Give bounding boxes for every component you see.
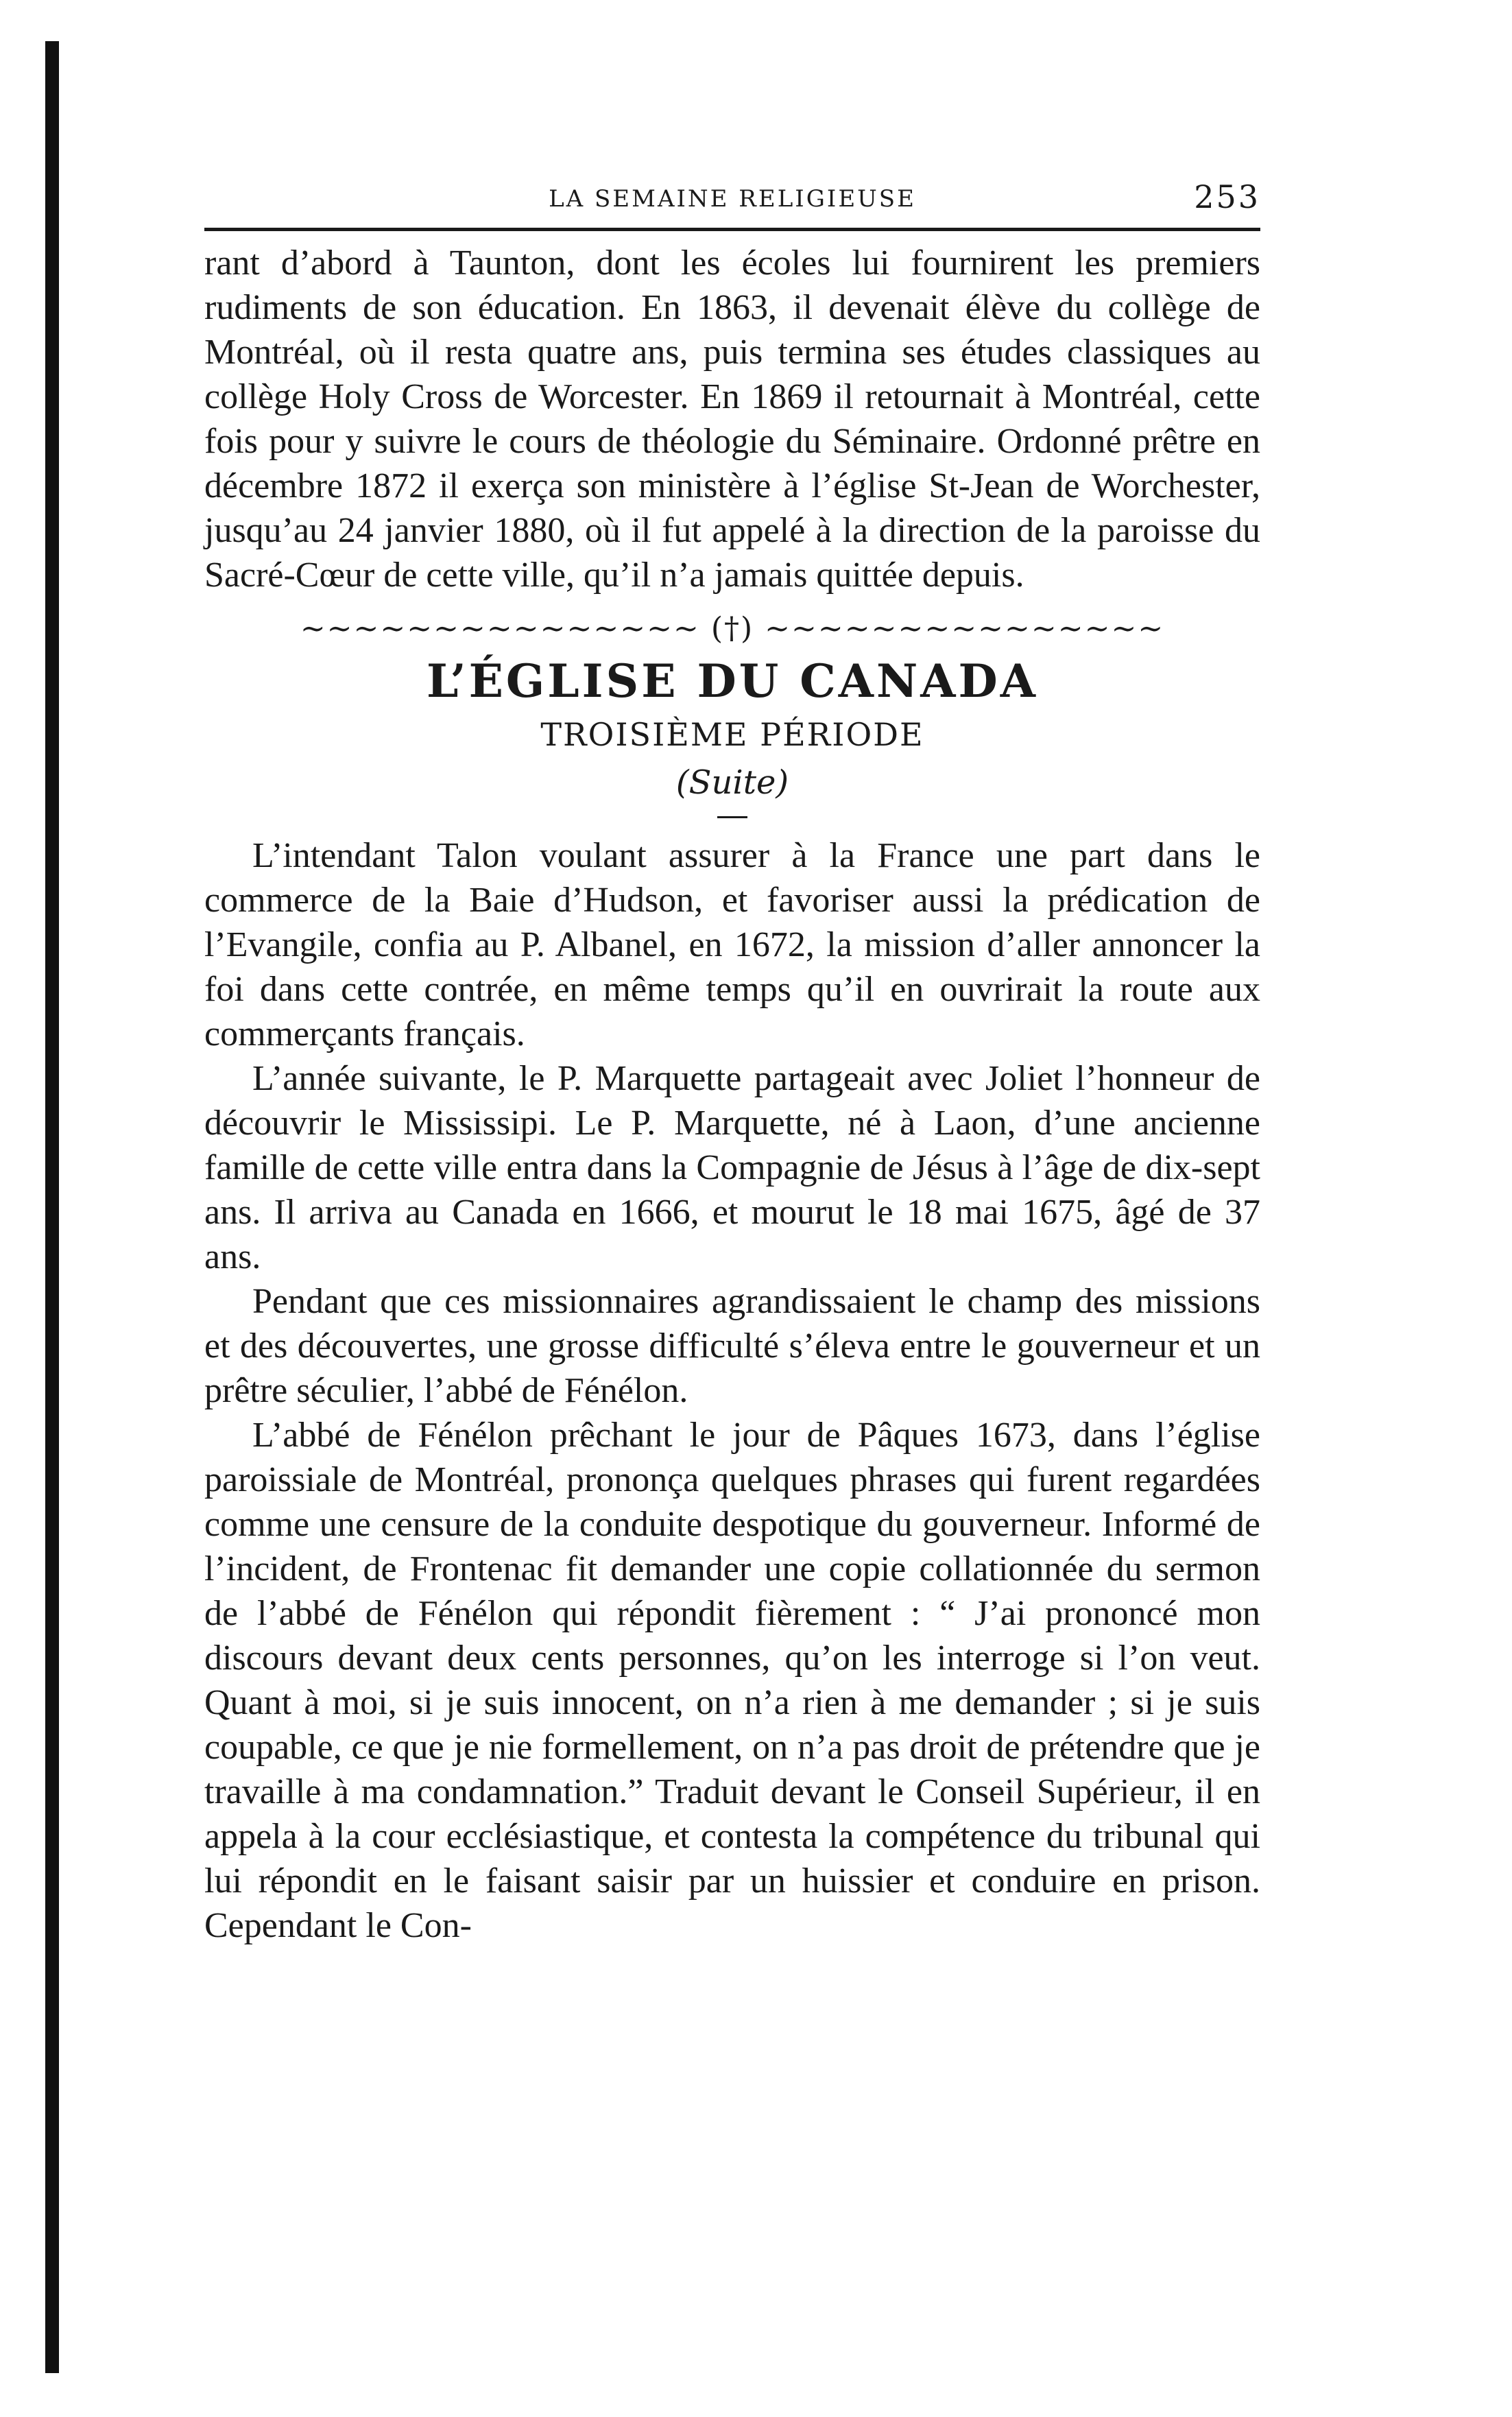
ornament-wave-left: ~~~~~~~~~~~~~~~ [300, 611, 700, 646]
running-head-title: LA SEMAINE RELIGIEUSE [549, 185, 916, 213]
paragraph-1: L’intendant Talon voulant assurer à la France une part dans le commerce de la Baie d’Hudson, et favoriser aussi la prédication de l’Evangile, confia au P. Albanel, en 1672, la mission d’aller annoncer la foi dans cette contrée, en même temps qu’il en ouvrirait la route aux commerçants français. [204, 836, 1260, 1053]
short-rule [717, 816, 747, 818]
paragraph-continued: rant d’abord à Taunton, dont les écoles lui fournirent les premiers rudiments de son éducation. En 1863, il devenait élève du collège de Montréal, où il resta quatre ans, puis termina ses études classiques au collège Holy Cross de Worcester. En 1869 il retournait à Montréal, cette fois pour y suivre le cours de théologie du Séminaire. Ordonné prêtre en décembre 1872 il exerça son ministère à l’église St-Jean de Worchester, jusqu’au 24 janvier 1880, où il fut appelé à la direction de la paroisse du Sacré-Cœur de cette ville, qu’il n’a jamais quittée depuis. [204, 243, 1260, 595]
section-continuation: (Suite) [675, 763, 789, 802]
page-number: 253 [1194, 178, 1260, 215]
document-page [204, 171, 1260, 1948]
header-rule [204, 228, 1260, 231]
running-head [204, 171, 1260, 221]
ornament-divider [204, 611, 1260, 646]
scan-edge-bar [45, 41, 59, 2373]
ornament-wave-right: ~~~~~~~~~~~~~~~ [765, 611, 1165, 646]
section-subtitle: TROISIÈME PÉRIODE [540, 716, 924, 753]
section-title: L’ÉGLISE DU CANADA [427, 654, 1038, 708]
ornament-cross: (†) [710, 611, 754, 646]
paragraph-3: Pendant que ces missionnaires agrandissaient le champ des missions et des découvertes, une grosse difficulté s’éleva entre le gouverneur et un prêtre séculier, l’abbé de Fénélon. [204, 1282, 1260, 1410]
paragraph-2: L’année suivante, le P. Marquette partageait avec Joliet l’honneur de découvrir le Mississipi. Le P. Marquette, né à Laon, d’une ancienne famille de cette ville entra dans la Compagnie de Jésus à l’âge de dix-sept ans. Il arriva au Canada en 1666, et mourut le 18 mai 1675, âgé de 37 ans. [204, 1059, 1260, 1276]
paragraph-4: L’abbé de Fénélon prêchant le jour de Pâques 1673, dans l’église paroissiale de Montréal, prononça quelques phrases qui furent regardées comme une censure de la conduite despotique du gouverneur. Informé de l’incident, de Frontenac fit demander une copie collationnée du sermon de l’abbé de Fénélon qui répondit fièrement : “ J’ai prononcé mon discours devant deux cents personnes, qu’on les interroge si l’on veut. Quant à moi, si je suis innocent, on n’a rien à me demander ; si je suis coupable, ce que je nie formellement, on n’a pas droit de prétendre que je travaille à ma condamnation.” Traduit devant le Conseil Supérieur, il en appela à la cour ecclésiastique, et contesta la compétence du tribunal qui lui répondit en le faisant saisir par un huissier et conduire en prison. Cependant le Con- [204, 1416, 1260, 1945]
